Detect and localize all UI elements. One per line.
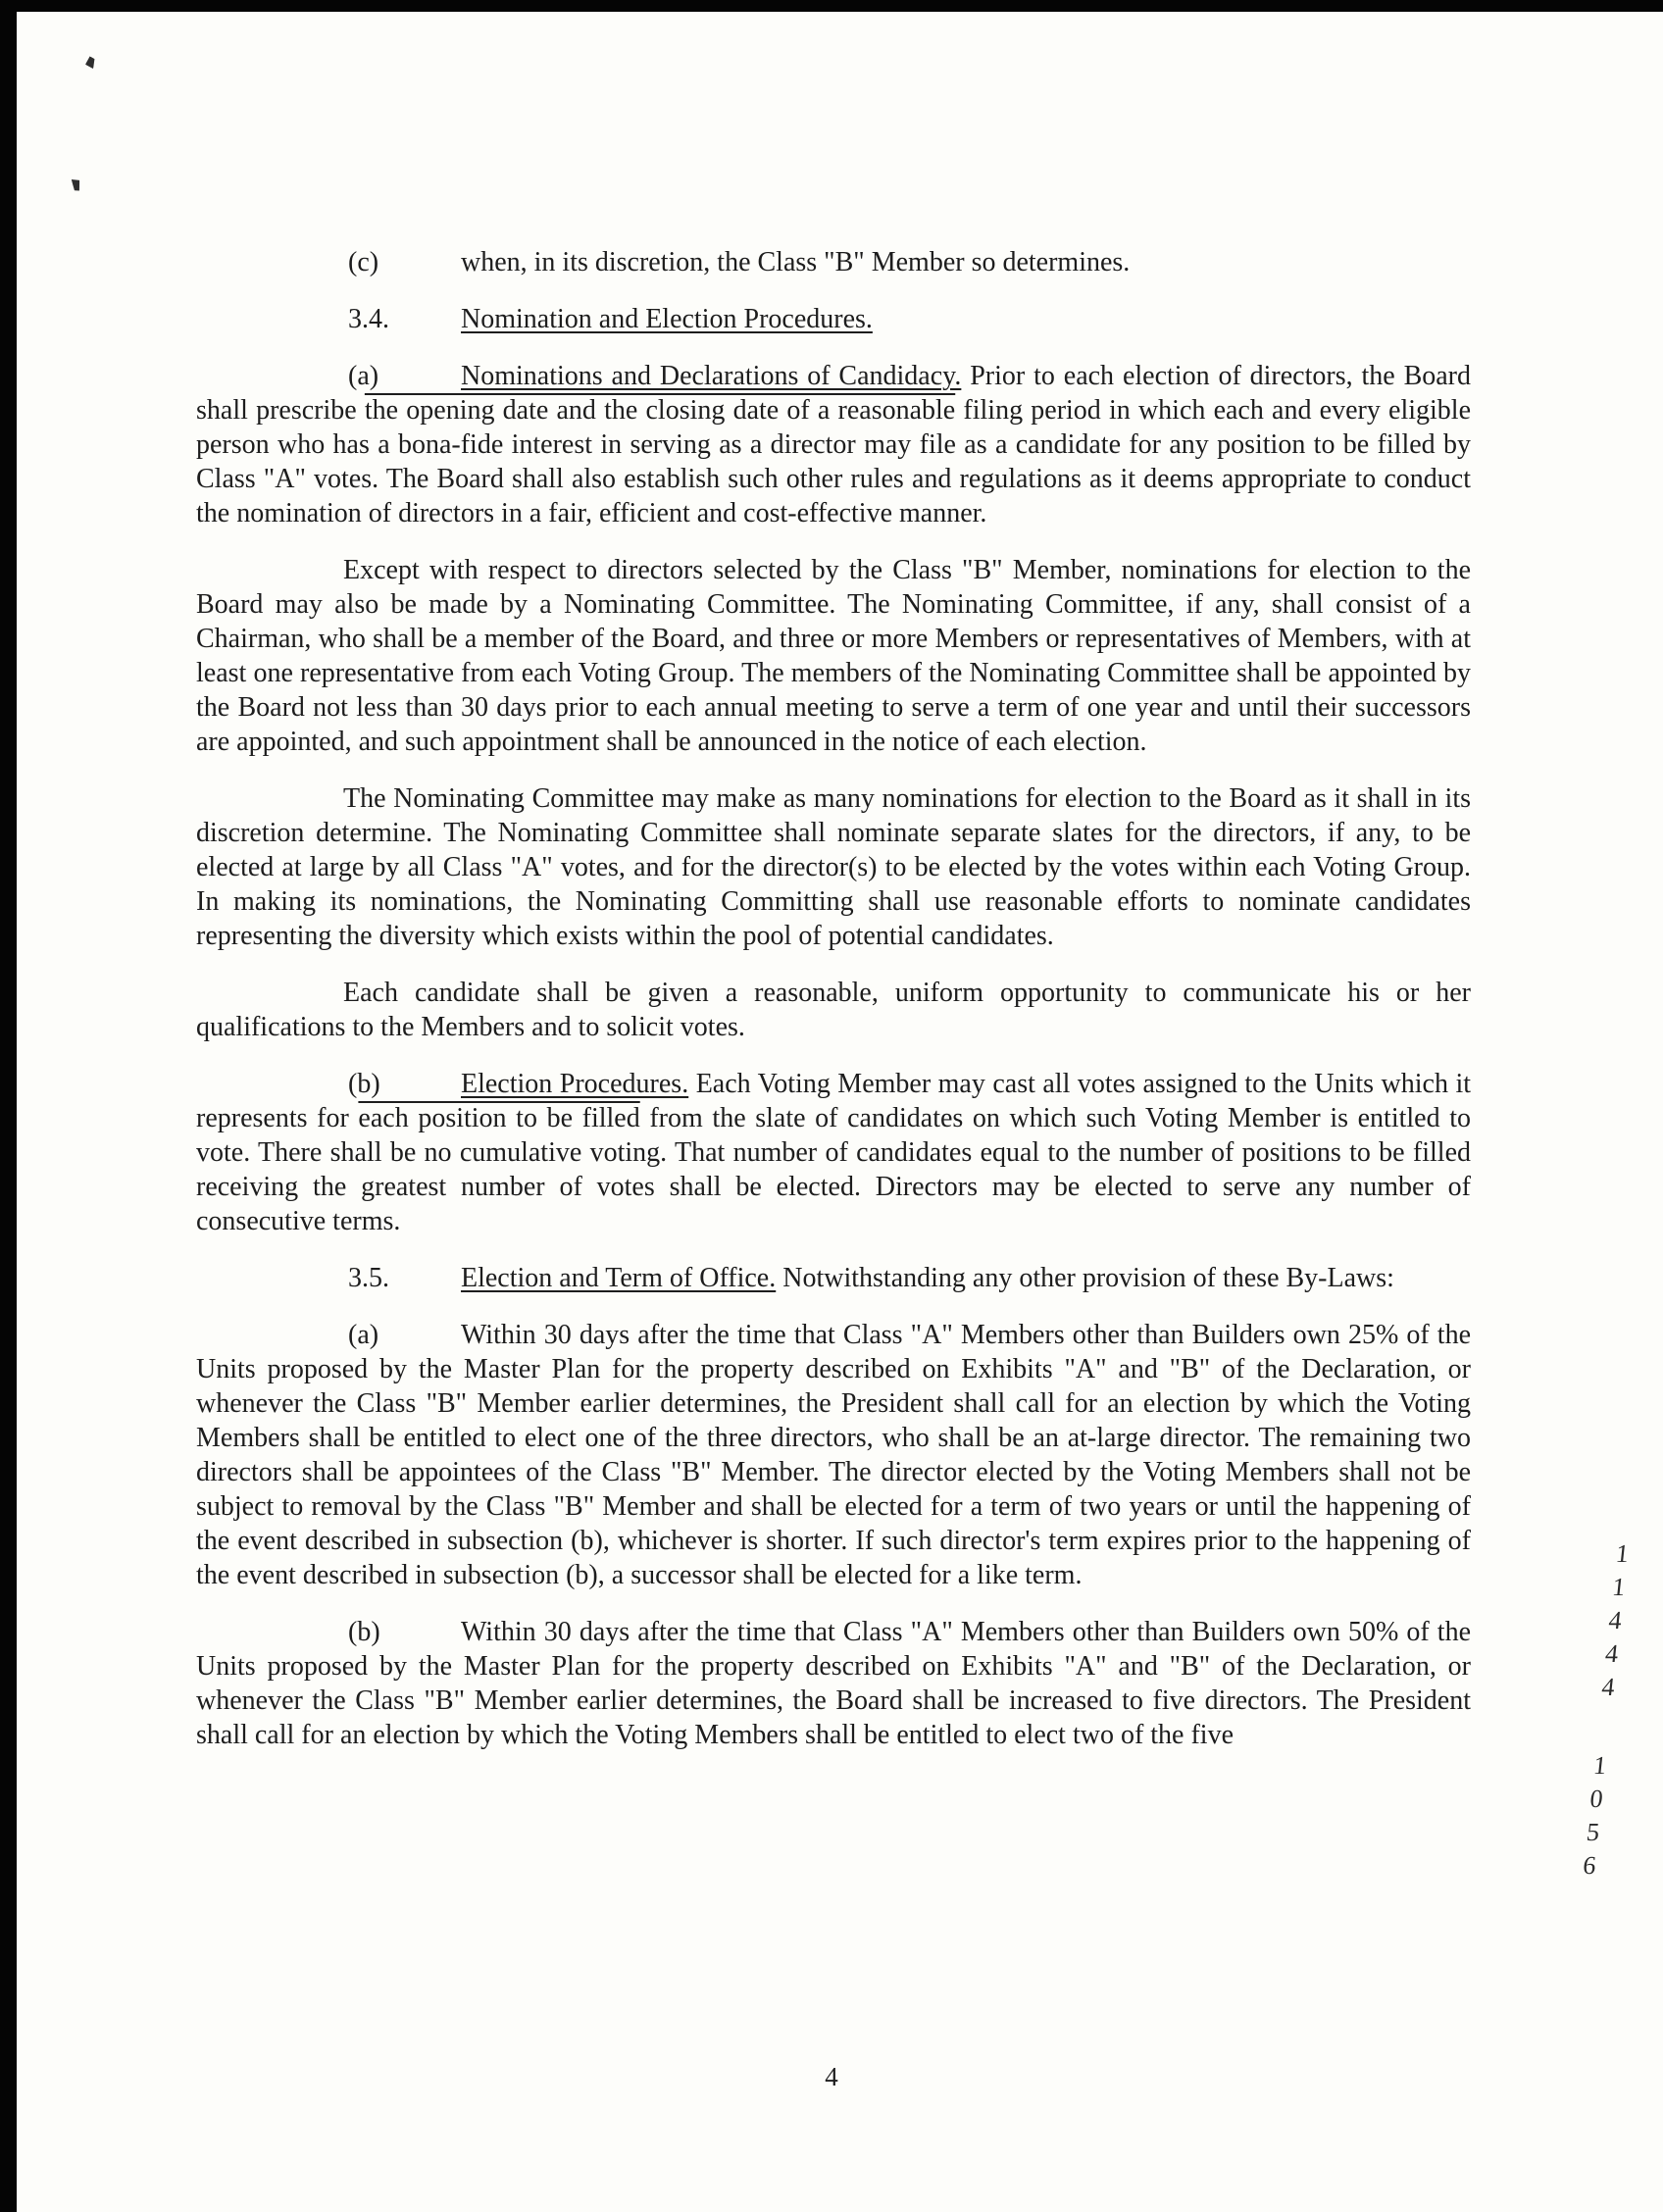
section-number: 3.5.	[348, 1263, 389, 1293]
clause-label: (c)	[348, 247, 379, 277]
scan-artifact-top-edge	[0, 0, 1663, 12]
paragraph-3-4-b	[196, 1067, 1471, 1238]
page-number: 4	[825, 2062, 838, 2091]
clause-label: (a)	[348, 361, 379, 391]
paragraph-nominations	[196, 781, 1471, 953]
paragraph-3-5-a	[196, 1318, 1471, 1592]
paragraph-text: Except with respect to directors selected by the Class "B" Member, nominations for election to the Board may also be made by a Nominating Committee. The Nominating Committee, if any, shall consist of a Chairman, who shall be a member of the Board, and three or more Members or representatives of Members, with at least one representative from each Voting Group. The members of the Nominating Committee shall be appointed by the Board not less than 30 days prior to each annual meeting to serve a term of one year and until their successors are appointed, and such appointment shall be announced in the notice of each election.	[196, 555, 1471, 757]
section-text: Notwithstanding any other provision of these By-Laws:	[776, 1263, 1394, 1293]
clause-text: Within 30 days after the time that Class "A" Members other than Builders own 50% of the Units proposed by the Master Plan for the property described on Exhibits "A" and "B" of the Declaration, or whenever the Class "B" Member earlier determines, the Board shall be increased to five directors. The President shall call for an election by which the Voting Members shall be entitled to elect two of the five	[196, 1617, 1471, 1750]
section-title: Nomination and Election Procedures.	[461, 304, 873, 334]
paragraph-3-4-a	[196, 359, 1471, 530]
paragraph-text: Each candidate shall be given a reasonable, uniform opportunity to communicate his or her qualifications to the Members and to solicit votes.	[196, 978, 1471, 1042]
clause-text: Prior to each election of directors, the Board shall prescribe	[196, 361, 1472, 426]
scan-speck	[85, 56, 97, 69]
clause-text-overline-artifact: the opening date and the closing date of a reasonable	[364, 395, 956, 426]
paragraph-nominating-committee	[196, 553, 1471, 759]
clause-label: (b)	[348, 1069, 380, 1099]
scan-artifact-left-edge	[0, 0, 17, 2212]
section-number: 3.4.	[348, 304, 389, 334]
section-3-5-heading	[196, 1261, 1471, 1295]
clause-label: (a)	[348, 1320, 379, 1350]
margin-stamp-number-bottom: 1056	[1573, 1751, 1616, 1885]
margin-stamp	[1573, 1539, 1638, 1885]
clause-text-overline-artifact: each position to be filled	[358, 1103, 640, 1133]
clause-text: Within 30 days after the time that Class "A" Members other than Builders own 25% of the Units proposed by the Master Plan for the property described on Exhibits "A" and "B" of the Declaration, or whenever the Class "B" Member earlier determines, the President shall call for an election by which the Voting Members shall be entitled to elect one of the three directors, who shall be an at-large director. The remaining two directors shall be appointees of the Class "B" Member. The director elected by the Voting Members shall not be subject to removal by the Class "B" Member and shall be elected for a term of two years or until the happening of the event described in subsection (b), whichever is shorter. If such director's term expires prior to the happening of the event described in subsection (b), a successor shall be elected for a like term.	[196, 1320, 1471, 1590]
clause-heading: Nominations and Declarations of Candidacy.	[461, 361, 962, 391]
scan-speck	[72, 177, 82, 191]
page-content	[196, 245, 1471, 1775]
paragraph-3-5-b	[196, 1615, 1471, 1752]
margin-stamp-number-top: 11444	[1591, 1539, 1638, 1706]
paragraph-candidate-opportunity	[196, 976, 1471, 1044]
paragraph-text: The Nominating Committee may make as many nominations for election to the Board as it shall in its discretion determine. The Nominating Committee shall nominate separate slates for the directors, if any, to be elected at large by all Class "A" votes, and for the director(s) to be elected by the votes within each Voting Group. In making its nominations, the Nominating Committing shall use reasonable efforts to nominate candidates representing the diversity which exists within the pool of potential candidates.	[196, 783, 1471, 951]
section-3-4-heading	[196, 302, 1471, 336]
clause-text: when, in its discretion, the Class "B" Member so determines.	[461, 247, 1131, 277]
clause-text: Each Voting Member may cast all votes assigned to the Units which it represents for	[196, 1069, 1471, 1133]
clause-text: from the slate of candidates on which such Voting Member is entitled to vote. There shall be no cumulative voting. That number of candidates equal to the number of positions to be filled receiving the greatest number of votes shall be elected. Directors may be elected to serve any number of consecutive terms.	[196, 1103, 1471, 1236]
clause-3-3-c	[196, 245, 1471, 279]
clause-text: filing period in which each and every eligible person who has a bona-fide interest in serving as a director may file as a candidate for any position to be filled by Class "A" votes. The Board shall also establish such other rules and regulations as it deems appropriate to conduct the nomination of directors in a fair, efficient and cost-effective manner.	[196, 395, 1471, 528]
section-title: Election and Term of Office.	[461, 1263, 777, 1293]
clause-heading: Election Procedures.	[461, 1069, 689, 1099]
clause-label: (b)	[348, 1617, 380, 1647]
